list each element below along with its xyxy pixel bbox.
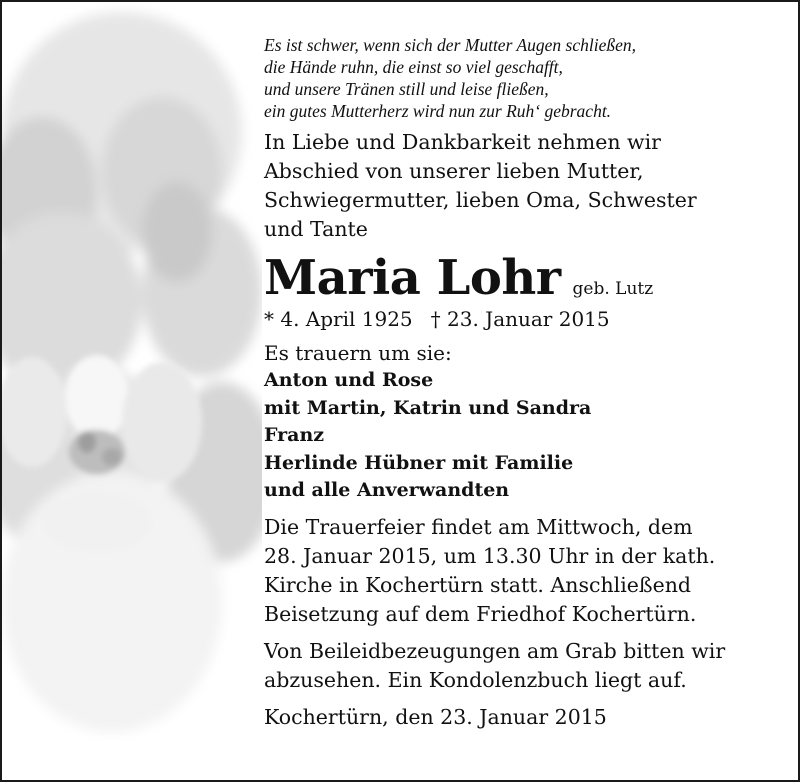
mourning-heading: Es trauern um sie: [264,341,452,365]
birth-name: geb. Lutz [572,279,654,299]
life-dates [264,306,784,332]
funeral-line: Kirche in Kochertürn statt. Anschließend [264,572,692,597]
intro-line: In Liebe und Dankbarkeit nehmen wir [264,130,661,154]
place-and-date: Kochertürn, den 23. Januar 2015 [264,704,607,729]
poem-line: und unsere Tränen still und leise fließen, [264,79,549,99]
mourner: Franz [264,424,325,446]
obituary-text [264,34,784,732]
birth-date: * 4. April 1925 [264,307,413,331]
funeral-line: 28. Januar 2015, um 13.30 Uhr in der kath. [264,543,716,568]
mourner: und alle Anverwandten [264,479,510,501]
condolence-line: Von Beileidbezeugungen am Grab bitten wir [264,638,726,663]
intro-line: Schwiegermutter, lieben Oma, Schwester [264,188,697,212]
orchid-flower-icon [2,2,262,782]
intro-line: Abschied von unserer lieben Mutter, [264,159,644,183]
mourner: mit Martin, Katrin und Sandra [264,396,592,419]
poem-line: Es ist schwer, wenn sich der Mutter Augen schließen, [264,35,636,55]
deceased-name: Maria Lohr [264,250,561,306]
death-date: † 23. Januar 2015 [430,307,610,331]
condolence-line: abzusehen. Ein Kondolenzbuch liegt auf. [264,667,687,692]
mourners-list [264,367,784,505]
mourner: Anton und Rose [264,369,434,391]
intro-text [264,128,784,244]
funeral-details [264,513,784,629]
poem [264,34,784,122]
funeral-line: Die Trauerfeier findet am Mittwoch, dem [264,514,693,539]
funeral-line: Beisetzung auf dem Friedhof Kochertürn. [264,601,697,626]
poem-line: die Hände ruhn, die einst so viel geschafft, [264,57,563,77]
mourner: Herlinde Hübner mit Familie [264,451,574,474]
deceased-name-row [264,250,784,306]
poem-line: ein gutes Mutterherz wird nun zur Ruh‘ gebracht. [264,101,612,121]
intro-line: und Tante [264,217,368,241]
condolence-note [264,637,784,695]
